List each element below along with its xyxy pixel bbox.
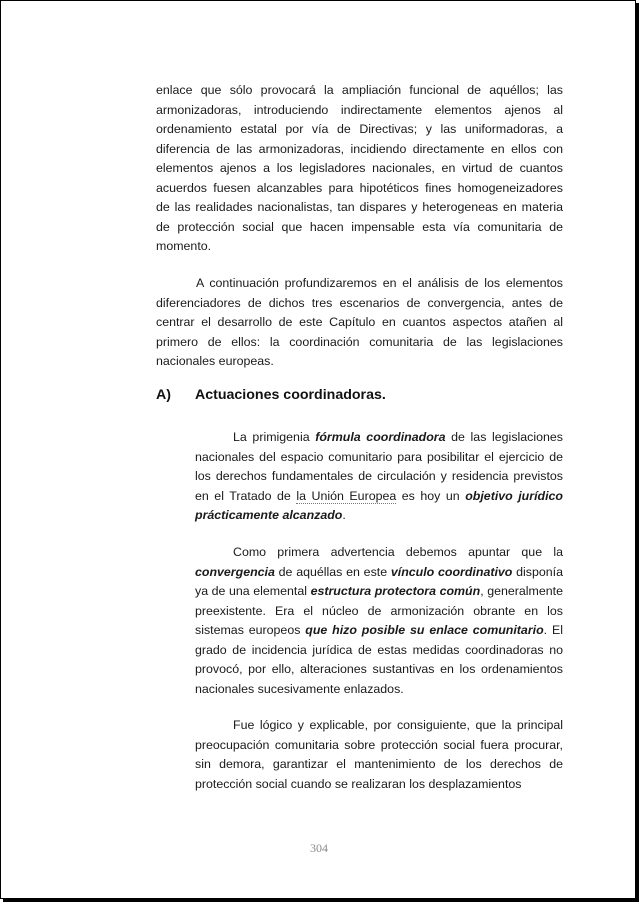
p4-text-3: disponía ya de una elemental	[195, 564, 563, 598]
paragraph-2: A continuación profundizaremos en el análisis de los elementos diferenciadores de dichos tres escenarios de convergencia, antes de centrar el desarrollo de este Capítulo en cuantos aspectos atañen al primero de ellos: la coordinación comunitaria de las legislaciones nacionales europeas.	[156, 276, 563, 368]
p4-text-4: , generalmente preexistente. Era el núcleo de armonización obrante en los sistemas europeos	[195, 584, 563, 637]
section-title: Actuaciones coordinadoras.	[195, 387, 386, 403]
p4-emphasis-4: que hizo posible su enlace comunitario	[305, 623, 544, 637]
paragraph-5: Fue lógico y explicable, por consiguiente, que la principal preocupación comunitaria sobre protección social fuera procurar, sin demora, garantizar el mantenimiento de los derechos de protección social cuando se realizaran los desplazamientos	[195, 718, 563, 791]
p3-text-2: de las legislaciones nacionales del espacio comunitario para posibilitar el ejercicio de los derechos fundamentales de circulación y residencia previstos en el Tratado de	[195, 430, 563, 503]
p4-text-1: Como primera advertencia debemos apuntar que la	[233, 545, 563, 559]
p4-text-2: de aquéllas en este	[274, 564, 391, 579]
paragraph-3	[195, 428, 563, 526]
section-heading	[156, 387, 563, 403]
p3-text-1: La primigenia	[233, 430, 316, 444]
p3-emphasis-1: fórmula coordinadora	[315, 430, 446, 444]
p3-text-4: .	[342, 508, 346, 522]
p3-emphasis-2: objetivo jurídico prácticamente alcanzado	[195, 488, 563, 522]
p3-text-3: es hoy un	[396, 488, 466, 503]
p4-emphasis-1: convergencia	[195, 564, 275, 579]
paragraph-4	[195, 543, 563, 699]
page-number: 304	[310, 841, 328, 855]
p4-emphasis-2: vínculo coordinativo	[390, 564, 513, 579]
paragraph-1: enlace que sólo provocará la ampliación funcional de aquéllos; las armonizadoras, introduciendo indirectamente elementos ajenos al ordenamiento estatal por vía de Directivas; y las uniformadoras, a diferencia de las armonizadoras, incidiendo directamente en ellos con elementos ajenos a los legisladores nacionales, en virtud de cuantos acuerdos fuesen alcanzables para hipotéticos fines homogeneizadores de las realidades nacionalistas, tan dispares y heterogeneas en materia de protección social que hacen impensable esta vía comunitaria de momento.	[156, 83, 563, 253]
p4-text-5: . El grado de incidencia jurídica de estas medidas coordinadoras no provocó, por ello, alteraciones sustantivas en los ordenamientos nacionales sucesivamente enlazados.	[195, 623, 563, 696]
p3-underlined-term: la Unión Europea	[296, 488, 397, 503]
p4-emphasis-3: estructura protectora común	[310, 584, 481, 598]
section-letter: A)	[156, 387, 171, 403]
